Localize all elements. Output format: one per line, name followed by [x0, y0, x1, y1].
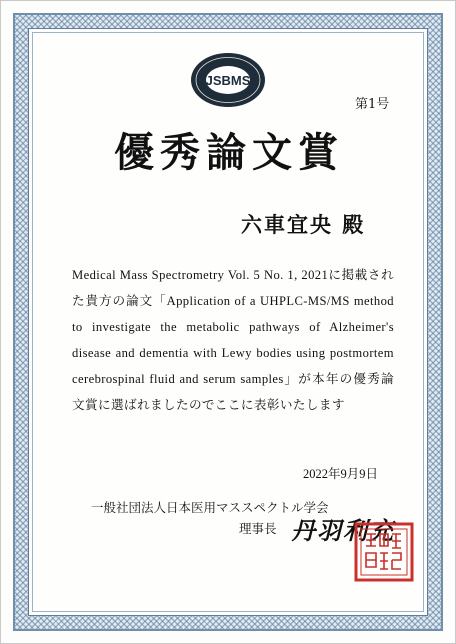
organization-name: 一般社団法人日本医用マススペクトル学会: [91, 500, 329, 515]
recipient-name: 六車宜央 殿: [241, 212, 366, 237]
society-logo-icon: [189, 51, 267, 109]
award-title: 優秀論文賞: [114, 129, 344, 176]
official-seal-stamp-icon: [353, 521, 415, 583]
svg-text:JSBMS: JSBMS: [205, 73, 251, 88]
issue-date: 2022年9月9日: [303, 467, 379, 481]
citation-text: Medical Mass Spectrometry Vol. 5 No. 1, 2021に掲載された貴方の論文「Application of a UHPLC-MS/MS method to investigate the metabolic pathways of Alzheimer's disease and dementia with Lewy bodies using postmortem cerebrospinal fluid and serum samples」が本年の優秀論文賞に選ばれましたのでここに表彰いたします: [72, 268, 394, 412]
signer-name: 丹羽利充: [291, 516, 395, 545]
award-number: 第1号: [355, 97, 390, 112]
signer-role: 理事長: [239, 521, 277, 536]
